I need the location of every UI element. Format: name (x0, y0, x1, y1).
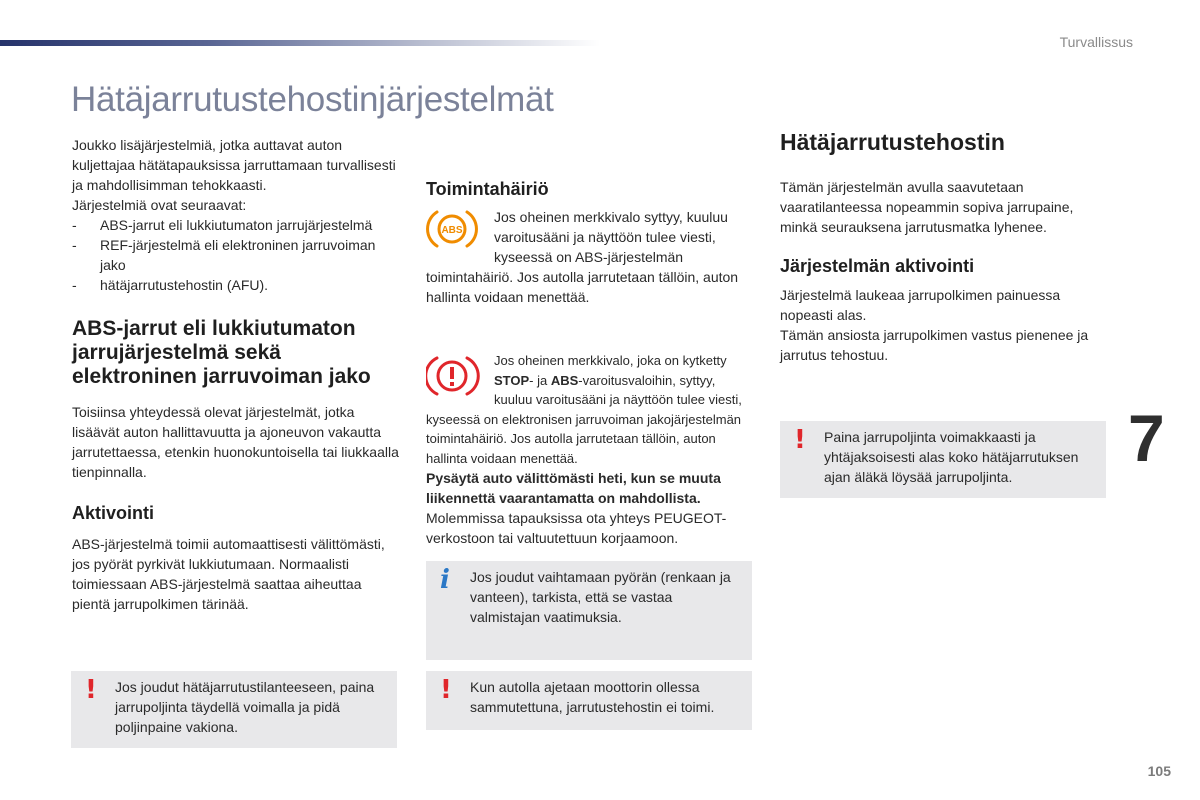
system-list (72, 215, 402, 295)
afu-text: Tämän järjestelmän avulla saavutetaan vaaratilanteessa nopeammin sopiva jarrupaine, minkä seurauksena jarrutusmatka lyhenee. (780, 179, 1074, 235)
afu-activation-heading: Järjestelmän aktivointi (780, 256, 975, 276)
fault-warning-bold: Pysäytä auto välittömästi heti, kun se muuta liikennettä vaarantamatta on mahdollista. (426, 470, 721, 506)
page-title: Hätäjarrutustehostinjärjestelmät (71, 80, 554, 119)
warning-box-engine-off (426, 671, 752, 730)
afu-activation-text-2: Tämän ansiosta jarrupolkimen vastus pienenee ja jarrutus tehostuu. (780, 327, 1089, 363)
list-item: - ABS-jarrut eli lukkiutumaton jarrujärjestelmä (72, 217, 373, 233)
abs-heading: ABS-jarrut eli lukkiutumaton jarrujärjestelmä sekä elektroninen jarruvoiman jako (72, 317, 371, 388)
warning-exclamation-icon: ! (85, 675, 97, 705)
column-right (780, 130, 1110, 365)
warning-box-afu (780, 421, 1106, 498)
fault-text-3: Molemmissa tapauksissa ota yhteys PEUGEOT-verkostoon tai valtuutettuun korjaamoon. (426, 510, 727, 546)
activation-text: ABS-järjestelmä toimii automaattisesti välittömästi, jos pyörät pyrkivät lukkiutumaan. Normaalisti toimiessaan ABS-järjestelmä saattaa aiheuttaa pientä jarrupolkimen tärinää. (72, 536, 385, 612)
warning-exclamation-icon: ! (440, 675, 452, 705)
section-name: Turvallissus (1059, 34, 1133, 50)
info-icon: i (440, 565, 450, 595)
list-item: - REF-järjestelmä eli elektroninen jarruvoiman jako (72, 237, 376, 273)
svg-text:ABS: ABS (441, 225, 463, 236)
column-left (72, 135, 402, 614)
afu-heading: Hätäjarrutustehostin (780, 129, 1005, 155)
brake-warning-icon (426, 351, 488, 399)
info-box-wheel (426, 561, 752, 660)
warning-text: Kun autolla ajetaan moottorin ollessa sammutettuna, jarrutustehostin ei toimi. (470, 679, 715, 715)
list-item: - hätäjarrutustehostin (AFU). (72, 277, 269, 293)
intro-text: Joukko lisäjärjestelmiä, jotka auttavat auton kuljettajaa hätätapauksissa jarruttamaan turvallisesti ja mahdollisimman tehokkaasti. (72, 137, 396, 193)
afu-activation-text-1: Järjestelmä laukeaa jarrupolkimen painuessa nopeasti alas. (780, 287, 1061, 323)
fault-heading: Toimintahäiriö (426, 179, 549, 199)
info-text: Jos joudut vaihtamaan pyörän (renkaan ja vanteen), tarkista, että se vastaa valmistajan vaatimuksia. (470, 569, 731, 625)
warning-text: Jos joudut hätäjarrutustilanteeseen, paina jarrupoljinta täydellä voimalla ja pidä poljinpaine vakiona. (115, 679, 375, 735)
abs-warning-icon (426, 207, 488, 251)
chapter-number: 7 (1128, 401, 1165, 475)
warning-box-emergency (71, 671, 397, 748)
fault-text-1: Jos oheinen merkkivalo syttyy, kuuluu varoitusääni ja näyttöön tulee viesti, kyseessä on ABS-järjestelmän toimintahäiriö. Jos autolla jarrutetaan tällöin, auton hallinta voidaan menettää. (426, 209, 739, 305)
header-gradient-bar (0, 40, 600, 46)
page-number: 105 (1147, 763, 1171, 779)
column-middle (426, 178, 756, 548)
fault-text-2: Jos oheinen merkkivalo, joka on kytketty STOP- ja ABS-varoitusvaloihin, syttyy, kuuluu varoitusääni ja näyttöön tulee viesti, kyseessä on elektronisen jarruvoiman jakojärjestelmän toimintahäiriö. Jos autolla jarrutetaan tällöin, auton hallinta voidaan menettää. (426, 353, 742, 466)
warning-text: Paina jarrupoljinta voimakkaasti ja yhtäjaksoisesti alas koko hätäjarrutuksen ajan äläkä löysää jarrupoljinta. (824, 429, 1079, 485)
warning-exclamation-icon: ! (794, 425, 806, 455)
abs-fault-block (426, 207, 756, 307)
activation-heading: Aktivointi (72, 503, 155, 523)
ref-fault-block (426, 351, 756, 468)
abs-text: Toisiinsa yhteydessä olevat järjestelmät, jotka lisäävät auton hallittavuutta ja ajoneuvon vakautta jarrutettaessa, etenkin huonokuntoisella tai liukkaalla tienpinnalla. (72, 404, 399, 480)
intro-text-2: Järjestelmiä ovat seuraavat: (72, 197, 247, 213)
